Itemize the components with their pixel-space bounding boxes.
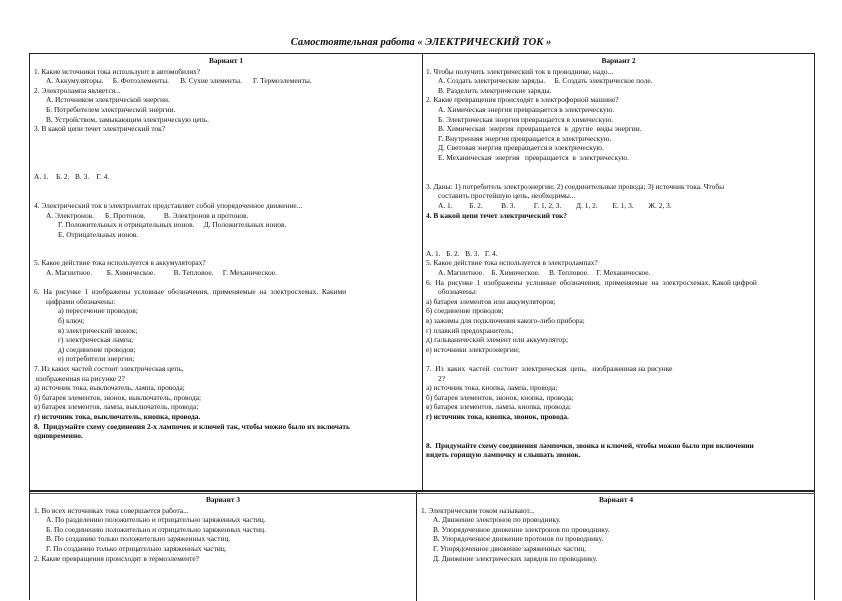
- question-line: Г. Упорядоченное движение заряженных частиц.: [433, 543, 587, 553]
- variant-1-heading: Вариант 1: [208, 56, 244, 65]
- question-line: [34, 249, 418, 259]
- question-line: А. 1. Б. 2. В. 3. Г. 4.: [34, 172, 110, 182]
- question-line: Б. По соединению положительно и отрицательно заряженных частиц.: [46, 524, 266, 534]
- question-line: в) электрический звонок;: [58, 325, 138, 335]
- variant-2-cell: [426, 56, 811, 460]
- question-line: Д. Световая энергия превращается в электрическую.: [438, 143, 604, 153]
- row-divider-inner: [29, 493, 815, 494]
- variant-3-questions: [34, 506, 412, 564]
- question-line: 5. Какое действие тока используется в аккумуляторах?: [34, 258, 206, 268]
- question-line: 1. Чтобы получить электрический ток в проводнике, надо...: [426, 66, 614, 76]
- question-line: [34, 182, 418, 192]
- variant-3-cell: [34, 495, 412, 563]
- question-line: В. Упорядоченное движение электронов по проводнику.: [433, 524, 610, 534]
- question-line: 2?: [438, 373, 445, 383]
- question-line: 2. Электролампа является...: [34, 85, 121, 95]
- question-line: б) ключ;: [58, 316, 85, 326]
- question-line: 1. Электрическим током называют...: [421, 505, 535, 515]
- column-divider-top: [422, 53, 423, 491]
- question-line: [426, 354, 811, 364]
- question-line: 2. Какие превращения происходят в электрофорной машине?: [426, 95, 619, 105]
- question-line: а) пересечение проводов;: [58, 306, 138, 316]
- question-line: е) потребители энергии;: [58, 354, 135, 364]
- question-line: Г. По созданию только отрицательно заряженных частиц.: [46, 543, 227, 553]
- question-line: 6. На рисунке 1 изображены условные обозначения, применяемые на электросхемах. Какой цифрой: [426, 277, 757, 287]
- row-divider: [29, 490, 815, 492]
- variant-4-questions: [421, 506, 811, 564]
- variant-2-questions: [426, 67, 811, 460]
- question-line: А. Создать электрические заряды. Б. Создать электрическое поле.: [438, 76, 653, 86]
- question-line: А. Аккумуляторы. Б. Фотоэлементы. В. Сухие элементы. Г. Термоэлементы.: [46, 76, 312, 86]
- question-line: В. Химическая энергия превращается в другие виды энергии.: [438, 124, 642, 134]
- question-line: цифрами обозначены:: [46, 296, 116, 306]
- question-line: 3. Даны: 1) потребитель электроэнергии; 2) соединительные провода; 3) источник тока. Чтобы: [426, 181, 725, 191]
- question-line: а) батарея элементов или аккумуляторов;: [426, 296, 556, 306]
- question-line: [34, 239, 418, 249]
- question-line: б) соединение проводов;: [426, 306, 504, 316]
- variant-4-heading: Вариант 4: [598, 495, 634, 504]
- question-line: б) батарея элементов, звонок, кнопка, провода;: [426, 392, 574, 402]
- question-line: 7. Из каких частей состоит электрическая цепь,: [34, 364, 184, 373]
- question-line: Е. Механическая энергия превращается в электрическую.: [438, 152, 630, 162]
- question-line: изображенная на рисунке 2?: [34, 373, 125, 383]
- question-line: А. 1. Б. 2. В. 3. Г. 4.: [426, 248, 498, 258]
- question-line: В. По созданию только положительно заряженных частиц.: [46, 534, 231, 544]
- question-line: А. Магнитное. Б. Химическое. В. Тепловое. Г. Механическое.: [46, 268, 277, 278]
- question-line: А. Движение электронов по проводнику.: [433, 515, 561, 525]
- question-line: [34, 134, 418, 144]
- question-line: [426, 163, 811, 173]
- question-line: А. Источником электрической энергии.: [46, 95, 170, 105]
- question-line: 7. Из каких частей состоит электрическая цепь, изображенная на рисунке: [426, 364, 673, 373]
- variant-1-questions: [34, 67, 418, 441]
- column-divider-bottom: [416, 491, 417, 601]
- question-line: 5. Какое действие тока используется в электролампах?: [426, 258, 598, 268]
- question-line: одновременно.: [34, 431, 83, 441]
- question-line: 3. В какой цепи течет электрический ток?: [34, 124, 166, 134]
- question-line: [426, 172, 811, 182]
- variant-3-heading: Вариант 3: [205, 495, 241, 504]
- question-line: [34, 163, 418, 173]
- question-line: в) батарея элементов, лампа, кнопка, провода;: [426, 402, 571, 412]
- question-line: д) соединение проводов;: [58, 344, 136, 354]
- question-line: а) источник тока, кнопка, лампа, провода;: [426, 383, 558, 393]
- question-line: А. Химическая энергия превращается в электрическую.: [438, 104, 615, 114]
- question-line: г) электрическая лампа;: [58, 335, 134, 345]
- question-line: 1. Во всех источниках тока совершается работа...: [34, 505, 189, 515]
- variant-1-cell: [34, 56, 418, 441]
- question-line: [426, 239, 811, 249]
- question-line: [34, 278, 418, 288]
- question-line: обозначены:: [438, 287, 477, 297]
- question-line: Г. Положительных и отрицательных ионов. Д. Положительных ионов.: [58, 220, 287, 230]
- question-line: е) источники электроэнергии;: [426, 344, 520, 354]
- question-line: [34, 153, 418, 163]
- question-line: 8. Придумайте схему соединения лампочки, звонка и ключей, чтобы можно было при включении: [426, 440, 754, 450]
- question-line: 6. На рисунке 1 изображены условные обозначения, применяемые на электросхемах. Какими: [34, 287, 347, 297]
- question-line: В. Упорядоченное движение протонов по проводнику.: [433, 534, 604, 544]
- question-line: б) батарея элементов, звонок, выключатель, провода;: [34, 392, 202, 402]
- question-line: Д. Движение электрических зарядов по проводнику.: [433, 553, 598, 563]
- question-line: Е. Отрицательных ионов.: [58, 229, 139, 239]
- question-line: 8. Придумайте схему соединения 2-х лампочек и ключей так, чтобы можно было их включать: [34, 421, 350, 431]
- question-line: 4. В какой цепи течет электрический ток?: [426, 210, 567, 220]
- question-line: В. Устройством, замыкающим электрическую цепь.: [46, 114, 209, 124]
- question-line: 4. Электрический ток в электролитах представляет собой упорядоченное движение...: [34, 200, 303, 210]
- question-line: г) источник тока, выключатель, кнопка, провода.: [34, 411, 201, 421]
- question-line: Б. Электрическая энергия превращается в химическую.: [438, 114, 614, 124]
- question-line: [426, 230, 811, 240]
- question-line: [426, 422, 811, 432]
- question-line: [426, 431, 811, 441]
- question-line: А. 1. Б. 2. В. 3. Г. 1, 2, 3. Д. 1, 2. Е. 1, 3. Ж. 2, 3.: [438, 200, 672, 210]
- question-line: видеть горящую лампочку и слышать звонок.: [426, 450, 581, 460]
- question-line: Б. Потребителем электрической энергии.: [46, 104, 176, 114]
- question-line: В. Разделить электрические заряды.: [438, 85, 552, 95]
- question-line: [34, 191, 418, 201]
- question-line: А. Электронов. Б. Протонов. В. Электронов и протонов.: [46, 210, 249, 220]
- question-line: г) плавкий предохранитель;: [426, 325, 514, 335]
- question-line: составить простейшую цепь, необходимы...: [438, 191, 576, 201]
- question-line: А. Магнитное. Б. Химическое. В. Тепловое. Г. Механическое.: [438, 268, 651, 278]
- question-line: 2. Какие превращения происходят в термоэлементе?: [34, 553, 199, 563]
- variant-2-heading: Вариант 2: [601, 56, 636, 65]
- question-line: 1. Какие источники тока используют в автомобилях?: [34, 66, 201, 76]
- variant-4-cell: [421, 495, 811, 563]
- question-line: [34, 143, 418, 153]
- question-line: г) источник тока, кнопка, звонок, провода.: [426, 411, 569, 421]
- question-line: А. По разделению положительно и отрицательно заряженных частиц.: [46, 515, 266, 525]
- question-line: [426, 220, 811, 230]
- page-title: Самостоятельная работа « ЭЛЕКТРИЧЕСКИЙ ТОК »: [290, 37, 552, 48]
- question-line: д) гальванический элемент или аккумулятор;: [426, 335, 569, 345]
- question-line: а) источник тока, выключатель, лампа, провода;: [34, 383, 185, 393]
- question-line: в) батарея элементов, лампа, выключатель, провода;: [34, 402, 199, 412]
- question-line: в) зажимы для подключения какого-либо прибора;: [426, 316, 585, 326]
- question-line: Г. Внутренняя энергия превращается в электрическую.: [438, 133, 612, 143]
